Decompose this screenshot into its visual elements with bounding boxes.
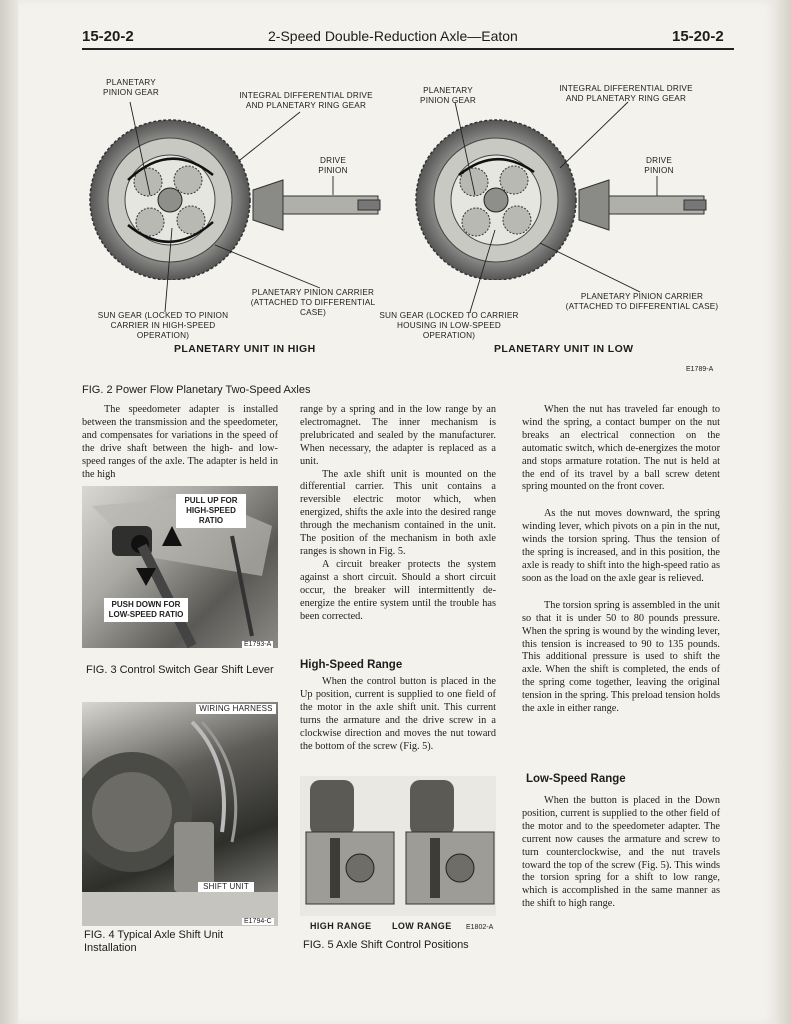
page-title: 2-Speed Double-Reduction Axle—Eaton: [268, 28, 518, 44]
fig2-right-caption: PLANETARY UNIT IN LOW: [494, 343, 634, 355]
fig4-shift-unit-label: SHIFT UNIT: [198, 882, 254, 892]
col3-text: [522, 404, 720, 716]
col1-paragraph: [82, 404, 278, 481]
fig5-caption: FIG. 5 Axle Shift Control Positions: [303, 939, 469, 951]
col3-p2: As the nut moves downward, the spring winding lever, which pivots on a pin in the nut, winds the torsion spring. Thus the tension of the spring is increased, and in this position, the axle is ready to shift into the high-speed ratio as soon as the load on the axle gear is relieved.: [522, 508, 720, 584]
col2-p3: A circuit breaker protects the system against a short circuit. Should a short circuit occur, the breaker will intermittently de-energize the entire system until the trouble has been corrected.: [300, 558, 496, 622]
fig5-high-range-label: HIGH RANGE: [310, 921, 372, 931]
fig2-caption: FIG. 2 Power Flow Planetary Two-Speed Axles: [82, 384, 311, 396]
label-sun-gear-left: SUN GEAR (LOCKED TO PINION CARRIER IN HIGH-SPEED OPERATION): [97, 311, 229, 340]
fig4-code: E1794-C: [244, 918, 272, 925]
fig3-push-down-callout: PUSH DOWN FOR LOW-SPEED RATIO: [104, 598, 188, 622]
col1-p1: The speedometer adapter is installed between the transmission and the speedometer, and compensates for variations in the speed of the drive shaft between the high- and low-speed ranges of the axle. The adapter is held in the high: [82, 404, 278, 480]
fig4-wiring-harness-label: WIRING HARNESS: [196, 704, 276, 714]
fig2-code: E1789-A: [686, 366, 714, 373]
col2-p1: range by a spring and in the low range by an electromagnet. The inner mechanism is prelubricated and sealed by the manufacturer. When necessary, the adapter is replaced as a unit.: [300, 404, 496, 467]
fig5-shapes: [300, 776, 496, 916]
label-planetary-pinion-gear-right: PLANETARY PINION GEAR: [420, 86, 476, 105]
fig4-photo: [82, 702, 278, 926]
col2-text: [300, 404, 496, 623]
heading-high-speed-range: High-Speed Range: [300, 659, 403, 671]
label-carrier-right: PLANETARY PINION CARRIER (ATTACHED TO DIFFERENTIAL CASE): [565, 292, 719, 311]
fig5-low-range-label: LOW RANGE: [392, 921, 452, 931]
fig3-caption: [86, 664, 276, 677]
label-drive-pinion-right: DRIVE PINION: [644, 156, 674, 175]
fig4-shapes: [82, 702, 278, 926]
label-integral-diff-left: INTEGRAL DIFFERENTIAL DRIVE AND PLANETARY RING GEAR: [239, 91, 373, 110]
col3-low-speed-text: [522, 795, 720, 911]
fig4-caption: [84, 929, 274, 955]
fig2-left-caption: PLANETARY UNIT IN HIGH: [174, 343, 316, 355]
col3-p1: When the nut has traveled far enough to wind the spring, a contact bumper on the nut breaks an electrical connection on the automatic switch, which de-energizes the motor and stops armature rotation. The nut is held at the end of its travel by a ball screw detent spring mounted on the front cover.: [522, 404, 720, 493]
heading-low-speed-range: Low-Speed Range: [526, 773, 626, 785]
col2-high-speed-text: [300, 676, 496, 753]
fig3-pull-up-callout: PULL UP FOR HIGH-SPEED RATIO: [176, 494, 246, 528]
label-carrier-left: PLANETARY PINION CARRIER (ATTACHED TO DIFFERENTIAL CASE): [250, 288, 376, 317]
fig5-photo: [300, 776, 496, 916]
label-planetary-pinion-gear-left: PLANETARY PINION GEAR: [103, 78, 159, 97]
label-drive-pinion-left: DRIVE PINION: [318, 156, 348, 175]
page-number-left: 15-20-2: [82, 28, 134, 45]
page-number-right: 15-20-2: [672, 28, 724, 45]
fig3-code: E1793-A: [244, 641, 272, 648]
col2-p4: When the control button is placed in the Up position, current is supplied to one field of the motor in the axle shift unit. This current turns the armature and the drive screw in a clockwise direction and moves the nut toward the bottom of the screw (Fig. 5).: [300, 676, 496, 752]
label-sun-gear-right: SUN GEAR (LOCKED TO CARRIER HOUSING IN LOW-SPEED OPERATION): [379, 311, 519, 340]
fig3-caption-text: FIG. 3 Control Switch Gear Shift Lever: [86, 664, 274, 676]
col3-p4: When the button is placed in the Down position, current is supplied to the other field of the motor and to the speedometer adapter. The current now causes the armature and screw to turn counterclockwise, and the nut travels toward the top of the screw (Fig. 5). This winds the torsion spring for a shift to low range, which is accomplished in the same manner as the shift to high range.: [522, 795, 720, 910]
fig4-caption-text: FIG. 4 Typical Axle Shift Unit Installation: [84, 929, 224, 954]
label-integral-diff-right: INTEGRAL DIFFERENTIAL DRIVE AND PLANETARY RING GEAR: [559, 84, 693, 103]
col2-p2: The axle shift unit is mounted on the differential carrier. This unit contains a reversible electric motor which, when energized, shifts the axle into the desired range through the mechanism contained in the unit. The position of the mechanism in both axle ranges is shown in Fig. 5.: [300, 468, 496, 557]
fig5-code: E1802-A: [466, 924, 494, 931]
col3-p3: The torsion spring is assembled in the unit so that it is under 50 to 80 pounds pressure. When the spring is wound by the winding lever, this tension is increased to 90 to 135 pounds. This additional pressure is used to shift the axle. When the shift is completed, the ends of the spring come together, leaving the original tension in the spring. This preload tension holds the axle in either range.: [522, 599, 720, 715]
